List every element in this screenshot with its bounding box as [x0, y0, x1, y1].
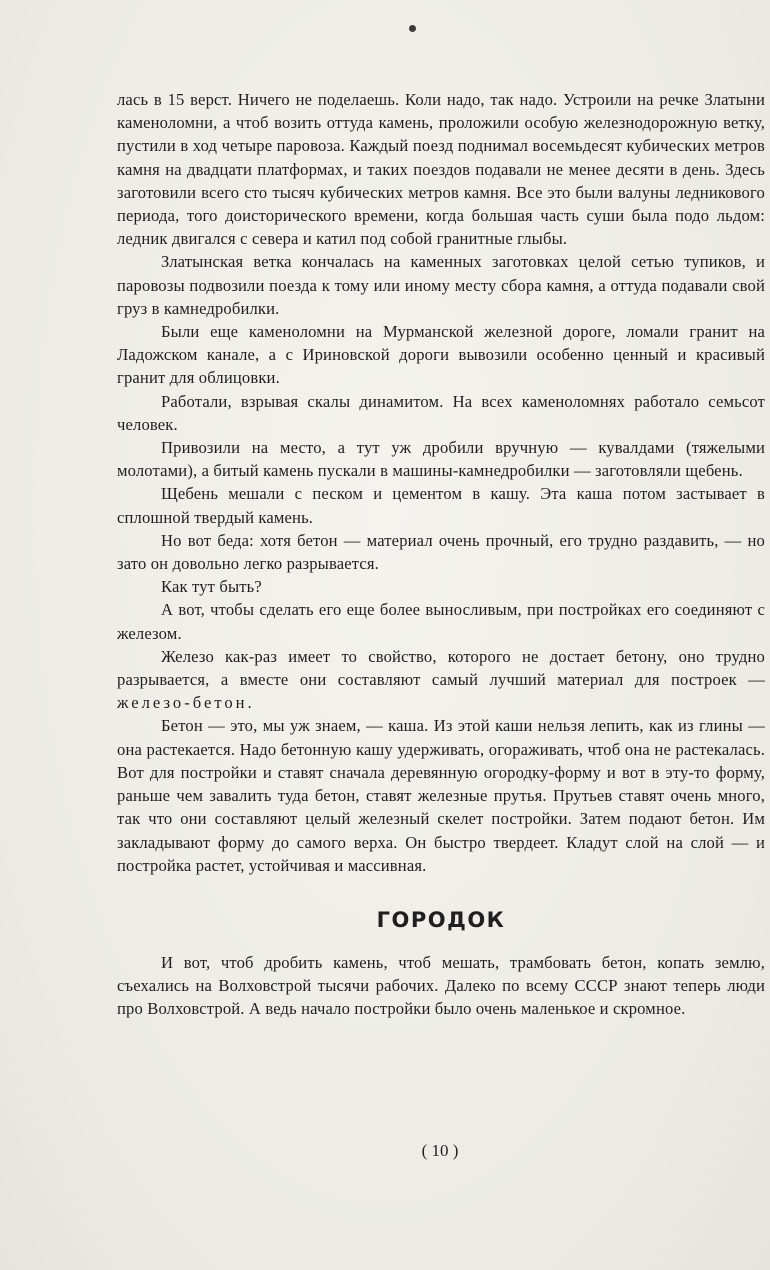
- paragraph: И вот, чтоб дробить камень, чтоб мешать, трамбовать бетон, копать землю, съехались на Волховстрой тысячи рабочих. Далеко по всему СССР знают теперь люди про Волховстрой. А ведь начало постройки было очень маленькое и скромное.: [117, 952, 765, 1019]
- paragraph: Привозили на место, а тут уж дробили вручную — кувалдами (тяжелыми молотами), а битый камень пускали в машины-камнедробилки — заготовляли щебень.: [117, 438, 765, 481]
- paragraph: Как тут быть?: [161, 577, 262, 597]
- print-mark: [409, 25, 416, 32]
- paragraph: Бетон — это, мы уж знаем, — каша. Из этой каши нельзя лепить, как из глины — она растекается. Надо бетонную кашу удерживать, огораживать, чтоб она не растекалась. Вот для постройки и ставят сначала деревянную огородку-форму и вот в эту-то форму, раньше чем завалить туда бетон, ставят железные прутья. Прутьев ставят очень много, так что они составляют целый железный скелет постройки. Затем подают бетон. Им закладывают форму до самого верха. Он быстро твердеет. Кладут слой на слой — и постройка растет, устойчивая и массивная.: [117, 716, 765, 875]
- paragraph: Щебень мешали с песком и цементом в кашу. Эта каша потом застывает в сплошной твердый камень.: [117, 484, 765, 527]
- section-heading: ГОРОДОК: [376, 907, 506, 932]
- spaced-term: железо-бетон: [117, 693, 248, 713]
- paragraph-text: .: [247, 693, 252, 713]
- paragraph-text: Железо как-раз имеет то свойство, которого не достает бетону, оно трудно разрывается, а вместе они составляют самый лучший материал для построек —: [117, 646, 765, 690]
- paragraph: Но вот беда: хотя бетон — материал очень прочный, его трудно раздавить, — но зато он довольно легко разрывается.: [117, 530, 765, 574]
- page-number: ( 10 ): [421, 1141, 459, 1160]
- paragraph: Работали, взрывая скалы динамитом. На всех каменоломнях работало семьсот человек.: [117, 391, 765, 434]
- paragraph: лась в 15 верст. Ничего не поделаешь. Коли надо, так надо. Устроили на речке Златыни каменоломни, а чтоб возить оттуда камень, проложили особую железнодорожную ветку, пустили в ход четыре паровоза. Каждый поезд поднимал восемьдесят кубических метров камня на двадцати платформах, и таких поездов подавали не менее десяти в день. Здесь заготовили всего сто тысяч кубических метров камня. Все это были валуны ледникового периода, того доисторического времени, когда большая часть суши была подо льдом: ледник двигался с севера и катил под собой гранитные глыбы.: [117, 90, 765, 249]
- paragraph: Златынская ветка кончалась на каменных заготовках целой сетью тупиков, и паровозы подвозили поезда к тому или иному месту сбора камня, а оттуда подавали свой груз в камнедробилки.: [117, 252, 765, 318]
- paragraph: Были еще каменоломни на Мурманской железной дороге, ломали гранит на Ладожском канале, а с Ириновской дороги вывозили особенно ценный и красивый гранит для облицовки.: [117, 322, 765, 388]
- paragraph: А вот, чтобы сделать его еще более выносливым, при постройках его соединяют с железом.: [117, 600, 765, 643]
- paragraph-ferro-concrete: [117, 645, 765, 715]
- page-body: [117, 88, 765, 1021]
